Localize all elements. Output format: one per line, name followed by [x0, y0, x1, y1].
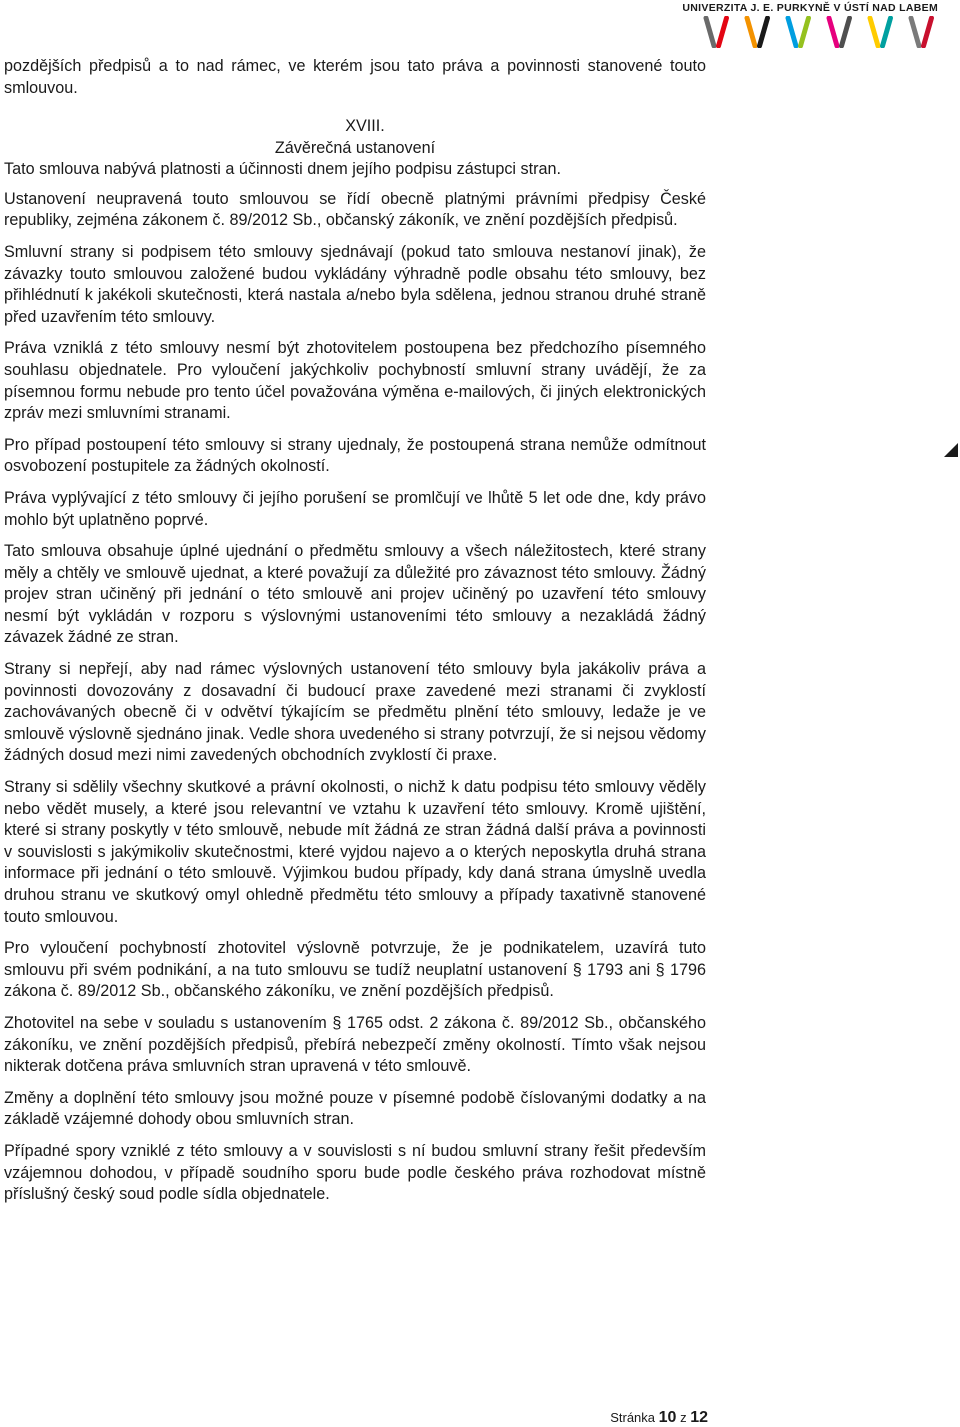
- logo-stripe: [883, 18, 891, 46]
- logo-stripe: [788, 18, 796, 46]
- paragraph: Ustanovení neupravená touto smlouvou se řídí obecně platnými právními předpisy České republiky, zejména zákonem č. 89/2012 Sb., občanský zákoník, ve znění pozdějších předpisů.: [4, 189, 706, 230]
- continuation-paragraph: pozdějších předpisů a to nad rámec, ve kterém jsou tato práva a povinnosti stanovené touto smlouvou.: [4, 57, 706, 97]
- paragraph: Případné spory vzniklé z této smlouvy a v souvislosti s ní budou smluvní strany řešit především vzájemnou dohodou, v případě soudního sporu bude podle českého práva rozhodovat místně příslušný český soud podle sídla objednatele.: [4, 1141, 706, 1204]
- logo-stripe: [924, 18, 932, 46]
- paragraph: Pro případ postoupení této smlouvy si strany ujednaly, že postoupená strana nemůže odmítnout osvobození postupitele za žádných okolností.: [4, 435, 706, 476]
- logo-stripe: [747, 18, 755, 46]
- section-title: Závěrečná ustanovení: [274, 139, 436, 158]
- logo-stripe: [719, 18, 727, 46]
- paragraph: Strany si sdělily všechny skutkové a právní okolnosti, o nichž k datu podpisu této smlouvy věděly nebo vědět musely, a které jsou relevantní ve vztahu k uzavření této smlouvy. Kromě ujištění, které si strany poskytly v této smlouvě, nebude mít žádná ze stran žádná další práva a povinnosti v souvislosti s jakýmikoliv skutečnostmi, které vyjdou najevo a o kterých neposkytla druhá strana informace při jednání o této smlouvě. Výjimkou budou případy, kdy daná strana úmyslně uvedla druhou stranu ve skutkový omyl ohledně předmětu této smlouvy a případy taxativně stanovené touto smlouvou.: [4, 778, 706, 926]
- section-heading: [4, 115, 706, 159]
- university-logo-stripes: [700, 16, 946, 48]
- paragraph: Tato smlouva obsahuje úplné ujednání o předmětu smlouvy a všech náležitostech, které strany měly a chtěly ve smlouvě ujednat, a které považují za důležité pro závaznost této smlouvy. Žádný projev stran učiněný při jednání o této smlouvě ani projev učiněný po uzavření této smlouvy nesmí být vykládán v rozporu s výslovnými ustanoveními této smlouvy a nezakládá žádný závazek žádné ze stran.: [4, 542, 706, 647]
- paragraph: Práva vzniklá z této smlouvy nesmí být zhotovitelem postoupena bez předchozího písemného souhlasu objednatele. Pro vyloučení jakýchkoliv pochybností smluvní strany uvádějí, že za písemnou formu nebude pro tento účel považována výměna e-mailových, či jiných elektronických zpráv mezi smluvními stranami.: [4, 339, 706, 423]
- paragraph: Zhotovitel na sebe v souladu s ustanovením § 1765 odst. 2 zákona č. 89/2012 Sb., občanského zákoníku, ve znění pozdějších předpisů, přebírá nebezpečí změny okolností. Tímto však nejsou nikterak dotčena práva smluvních stran upravená v této smlouvě.: [4, 1013, 706, 1076]
- paragraph: Změny a doplnění této smlouvy jsou možné pouze v písemné podobě číslovanými dodatky a na základě vzájemné dohody obou smluvních stran.: [4, 1088, 706, 1129]
- paragraph: Strany si nepřejí, aby nad rámec výslovných ustanovení této smlouvy byla jakákoliv práva a povinnosti dovozovány z dosavadní či budoucí praxe zavedené mezi stranami či zvyklostí zachovávaných obecně či v odvětví týkajícím se předmětu plnění této smlouvy, ledaže je ve smlouvě výslovně sjednáno jinak. Vedle shora uvedeného si strany potvrzují, že si nejsou vědomy žádných dosud mezi nimi zavedených obchodních zvyklostí či praxe.: [4, 660, 706, 765]
- paragraph: Pro vyloučení pochybností zhotovitel výslovně potvrzuje, že je podnikatelem, uzavírá tuto smlouvu při svém podnikání, a na tuto smlouvu se tudíž neuplatní ustanovení § 1793 ani § 1796 zákona č. 89/2012 Sb., občanského zákoníku, ve znění pozdějších předpisů.: [4, 939, 706, 1001]
- logo-stripe: [706, 18, 714, 46]
- paragraph: Smluvní strany si podpisem této smlouvy sjednávají (pokud tato smlouva nestanoví jinak), že závazky touto smlouvou založené budou vykládány výhradně podle obsahu této smlouvy, bez přihlédnutí k jakékoli skutečnosti, která nastala a/nebo byla sdělena, jednou stranou druhé straně před uzavřením této smlouvy.: [4, 242, 706, 326]
- logo-stripe: [801, 18, 809, 46]
- logo-stripe: [842, 18, 850, 46]
- university-name: UNIVERZITA J. E. PURKYNĚ V ÚSTÍ NAD LABEM: [682, 2, 938, 14]
- logo-stripe: [870, 18, 878, 46]
- logo-stripe: [829, 18, 837, 46]
- footer-current-page: 10: [658, 1409, 677, 1426]
- paragraph: Tato smlouva nabývá platnosti a účinnosti dnem jejího podpisu zástupci stran.: [4, 160, 561, 179]
- footer-total-pages: 12: [690, 1409, 708, 1426]
- document-body: [4, 56, 706, 1216]
- paragraph: Práva vyplývající z této smlouvy či jejího porušení se promlčují ve lhůtě 5 let ode dne, kdy právo mohlo být uplatněno poprvé.: [4, 488, 706, 529]
- logo-stripe: [760, 18, 768, 46]
- margin-triangle-marker: [944, 443, 958, 457]
- footer-page-label: Stránka: [610, 1410, 656, 1425]
- section-number: XVIII.: [345, 117, 385, 136]
- footer-separator: z: [680, 1410, 687, 1425]
- page-footer: [610, 1409, 708, 1427]
- logo-stripe: [911, 18, 919, 46]
